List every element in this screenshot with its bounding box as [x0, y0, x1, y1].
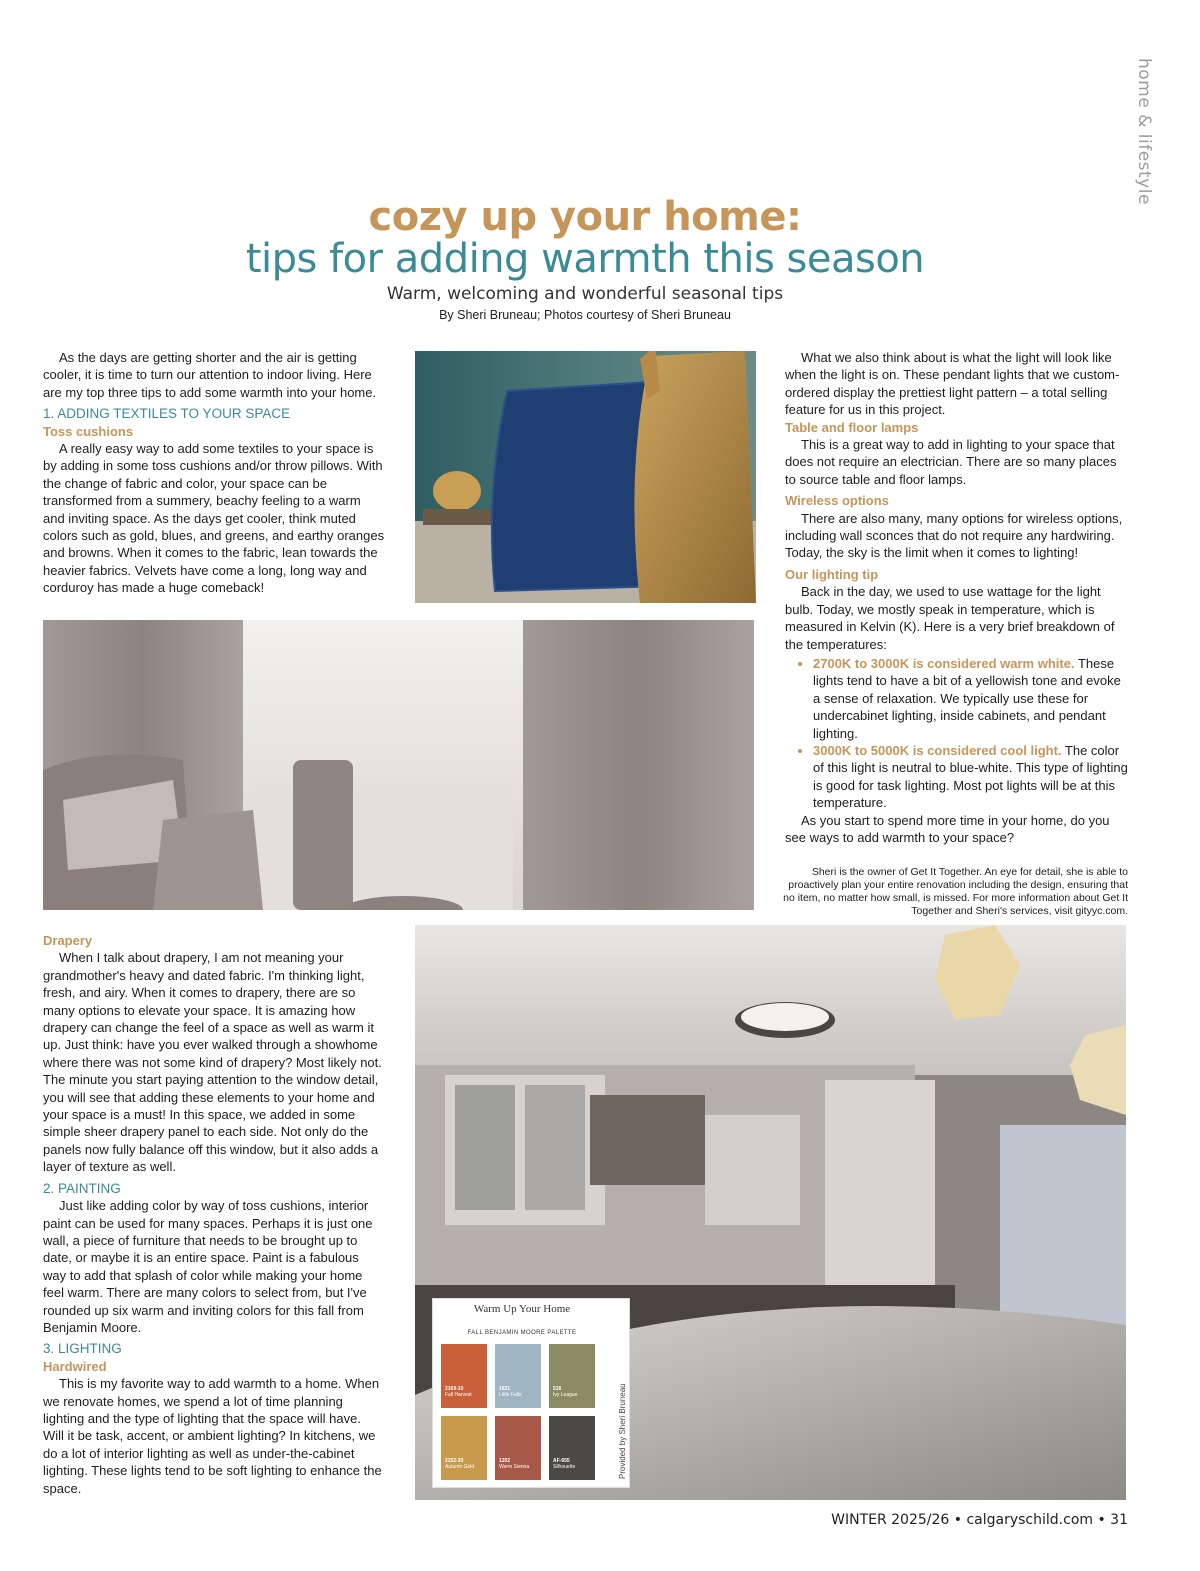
cool-light-label: 3000K to 5000K is considered cool light. [813, 742, 1062, 758]
heading-painting: 2. PAINTING [43, 1180, 121, 1196]
cool-light-text: The color of this light is neutral to blue-white. This type of lighting is good for task lighting. Most pot lights will be at this temperature. [813, 742, 1128, 811]
article-title-line1: cozy up your home: [368, 194, 802, 240]
intro-paragraph: As the days are getting shorter and the air is getting cooler, it is time to turn our attention to indoor living. Here are my top three tips to add some warmth into your home. [43, 350, 377, 400]
subheading-toss-cushions: Toss cushions [43, 423, 134, 439]
author-bio: Sheri is the owner of Get It Together. An eye for detail, she is able to proactively plan your entire renovation including the design, ensuring that no item, no matter how small, is missed. For more information about Get It Together and Sheri's services, visit gityyc.com. [783, 866, 1128, 917]
swatch-name: Little Falls [499, 1392, 522, 1398]
swatch-name: Ivy League [553, 1392, 578, 1398]
swatch [441, 1344, 487, 1408]
swatch-code: AF-655 [553, 1458, 570, 1464]
lamps-paragraph: This is a great way to add in lighting to your space that does not require an electrician. There are so many places to source table and floor lamps. [785, 437, 1117, 487]
article-subtitle: Warm, welcoming and wonderful seasonal tips [386, 284, 784, 304]
wireless-paragraph: There are also many, many options for wireless options, including wall sconces that do not require any hardwiring. Today, the sky is the limit when it comes to lighting! [785, 510, 1123, 561]
swatch-code: 1621 [499, 1386, 511, 1392]
warm-white-label: 2700K to 3000K is considered warm white. [813, 655, 1075, 671]
swatch-code: 1202 [499, 1458, 511, 1464]
list-item [813, 655, 1128, 742]
page-footer: WINTER 2025/26 • calgaryschild.com • 31 [831, 1512, 1128, 1528]
subheading-hardwired: Hardwired [43, 1358, 107, 1374]
column-1-bottom [43, 932, 385, 1497]
heading-lighting: 3. LIGHTING [43, 1341, 122, 1357]
pendant-paragraph: What we also think about is what the light will look like when the light is on. These pendant lights that we custom-ordered display the prettiest light pattern – a total selling feature for us in this project. [785, 350, 1120, 418]
swatch [495, 1344, 541, 1408]
heading-textiles: 1. ADDING TEXTILES TO YOUR SPACE [43, 406, 291, 422]
swatch [549, 1416, 595, 1480]
temperature-list [785, 655, 1128, 812]
warm-white-text: These lights tend to have a bit of a yellowish tone and evoke a sense of relaxation. We typically use these for undercabinet lighting, inside cabinets, and pendant lighting. [813, 655, 1121, 741]
cushion-image [415, 351, 756, 603]
swatch [549, 1344, 595, 1408]
swatch-name: Autumn Gold [445, 1464, 475, 1470]
swatch-grid [441, 1344, 611, 1480]
cushion-photo [415, 351, 756, 603]
subheading-lamps: Table and floor lamps [785, 419, 919, 435]
swatch-code: 2169-10 [445, 1386, 464, 1392]
subheading-wireless: Wireless options [785, 493, 889, 509]
byline: By Sheri Bruneau; Photos courtesy of Sheri Bruneau [439, 308, 731, 322]
swatch-code: 2152-30 [445, 1458, 464, 1464]
swatch [495, 1416, 541, 1480]
palette-title: Warm Up Your Home [473, 1303, 571, 1315]
swatch-code: 516 [553, 1386, 562, 1392]
closing-paragraph: As you start to spend more time in your home, do you see ways to add warmth to your space? [785, 812, 1110, 845]
drapery-paragraph: When I talk about drapery, I am not meaning your grandmother's heavy and dated fabric. I'm thinking light, fresh, and airy. When it comes to drapery, there are so many options to elevate your space. It is amazing how drapery can change the feel of a space as well as warm it up. Just think: have you ever walked through a showhome where there was not some kind of drapery? Most likely not. The minute you start paying attention to the window detail, you will see that adding these elements to your home and your space is a must! In this space, we added in some simple sheer drapery panel to each side. Not only do the panels now fully balance off this window, but it also adds a layer of texture as well. [43, 950, 382, 1175]
kitchen-photo [415, 925, 1126, 1500]
swatch-name: Warm Sienna [499, 1464, 530, 1470]
subheading-lighting-tip: Our lighting tip [785, 566, 879, 582]
section-tag: home & lifestyle [1134, 58, 1154, 205]
hardwired-paragraph: This is my favorite way to add warmth to a home. When we renovate homes, we spend a lot of time planning lighting and the type of lighting that the space will have. Will it be task, accent, or ambient lighting? In kitchens, we do a lot of interior lighting as well as under-the-cabinet lighting. These lights tend to be soft lighting to enhance the space. [43, 1376, 382, 1496]
painting-paragraph: Just like adding color by way of toss cushions, interior paint can be used for many spaces. Perhaps it is just one wall, a piece of furniture that needs to be brought up to date, or maybe it is an entire space. Paint is a fabulous way to add that splash of color while making your home feel warm. There are many colors to select from, but I've rounded up six warm and inviting colors for this fall from Benjamin Moore. [43, 1198, 373, 1335]
column-3 [785, 349, 1128, 846]
list-item [813, 742, 1128, 812]
swatch-name: Fall Harvest [445, 1392, 472, 1398]
palette-subtitle: FALL BENJAMIN MOORE PALETTE [467, 1330, 577, 1336]
drapery-photo [43, 620, 754, 910]
article-title-line2: tips for adding warmth this season [245, 236, 925, 282]
paint-palette-card [432, 1298, 630, 1488]
column-1-top [43, 349, 385, 597]
drapery-image [43, 620, 754, 910]
palette-credit: Provided by Sheri Bruneau [618, 1383, 627, 1479]
swatch-name: Silhouette [553, 1464, 576, 1470]
lighting-tip-paragraph: Back in the day, we used to use wattage for the light bulb. Today, we mostly speak in temperature, which is measured in Kelvin (K). Here is a very brief breakdown of the temperatures: [785, 584, 1115, 652]
toss-cushions-paragraph: A really easy way to add some textiles to your space is by adding in some toss cushions and/or throw pillows. With the change of fabric and color, your space can be transformed from a summery, beachy feeling to a warm and inviting space. As the days get cooler, think muted colors such as gold, blues, and greens, and earthy oranges and browns. When it comes to the fabric, lean towards the heavier fabrics. Velvets have come a long, long way and corduroy has made a huge comeback! [43, 441, 385, 596]
subheading-drapery: Drapery [43, 933, 93, 948]
swatch [441, 1416, 487, 1480]
